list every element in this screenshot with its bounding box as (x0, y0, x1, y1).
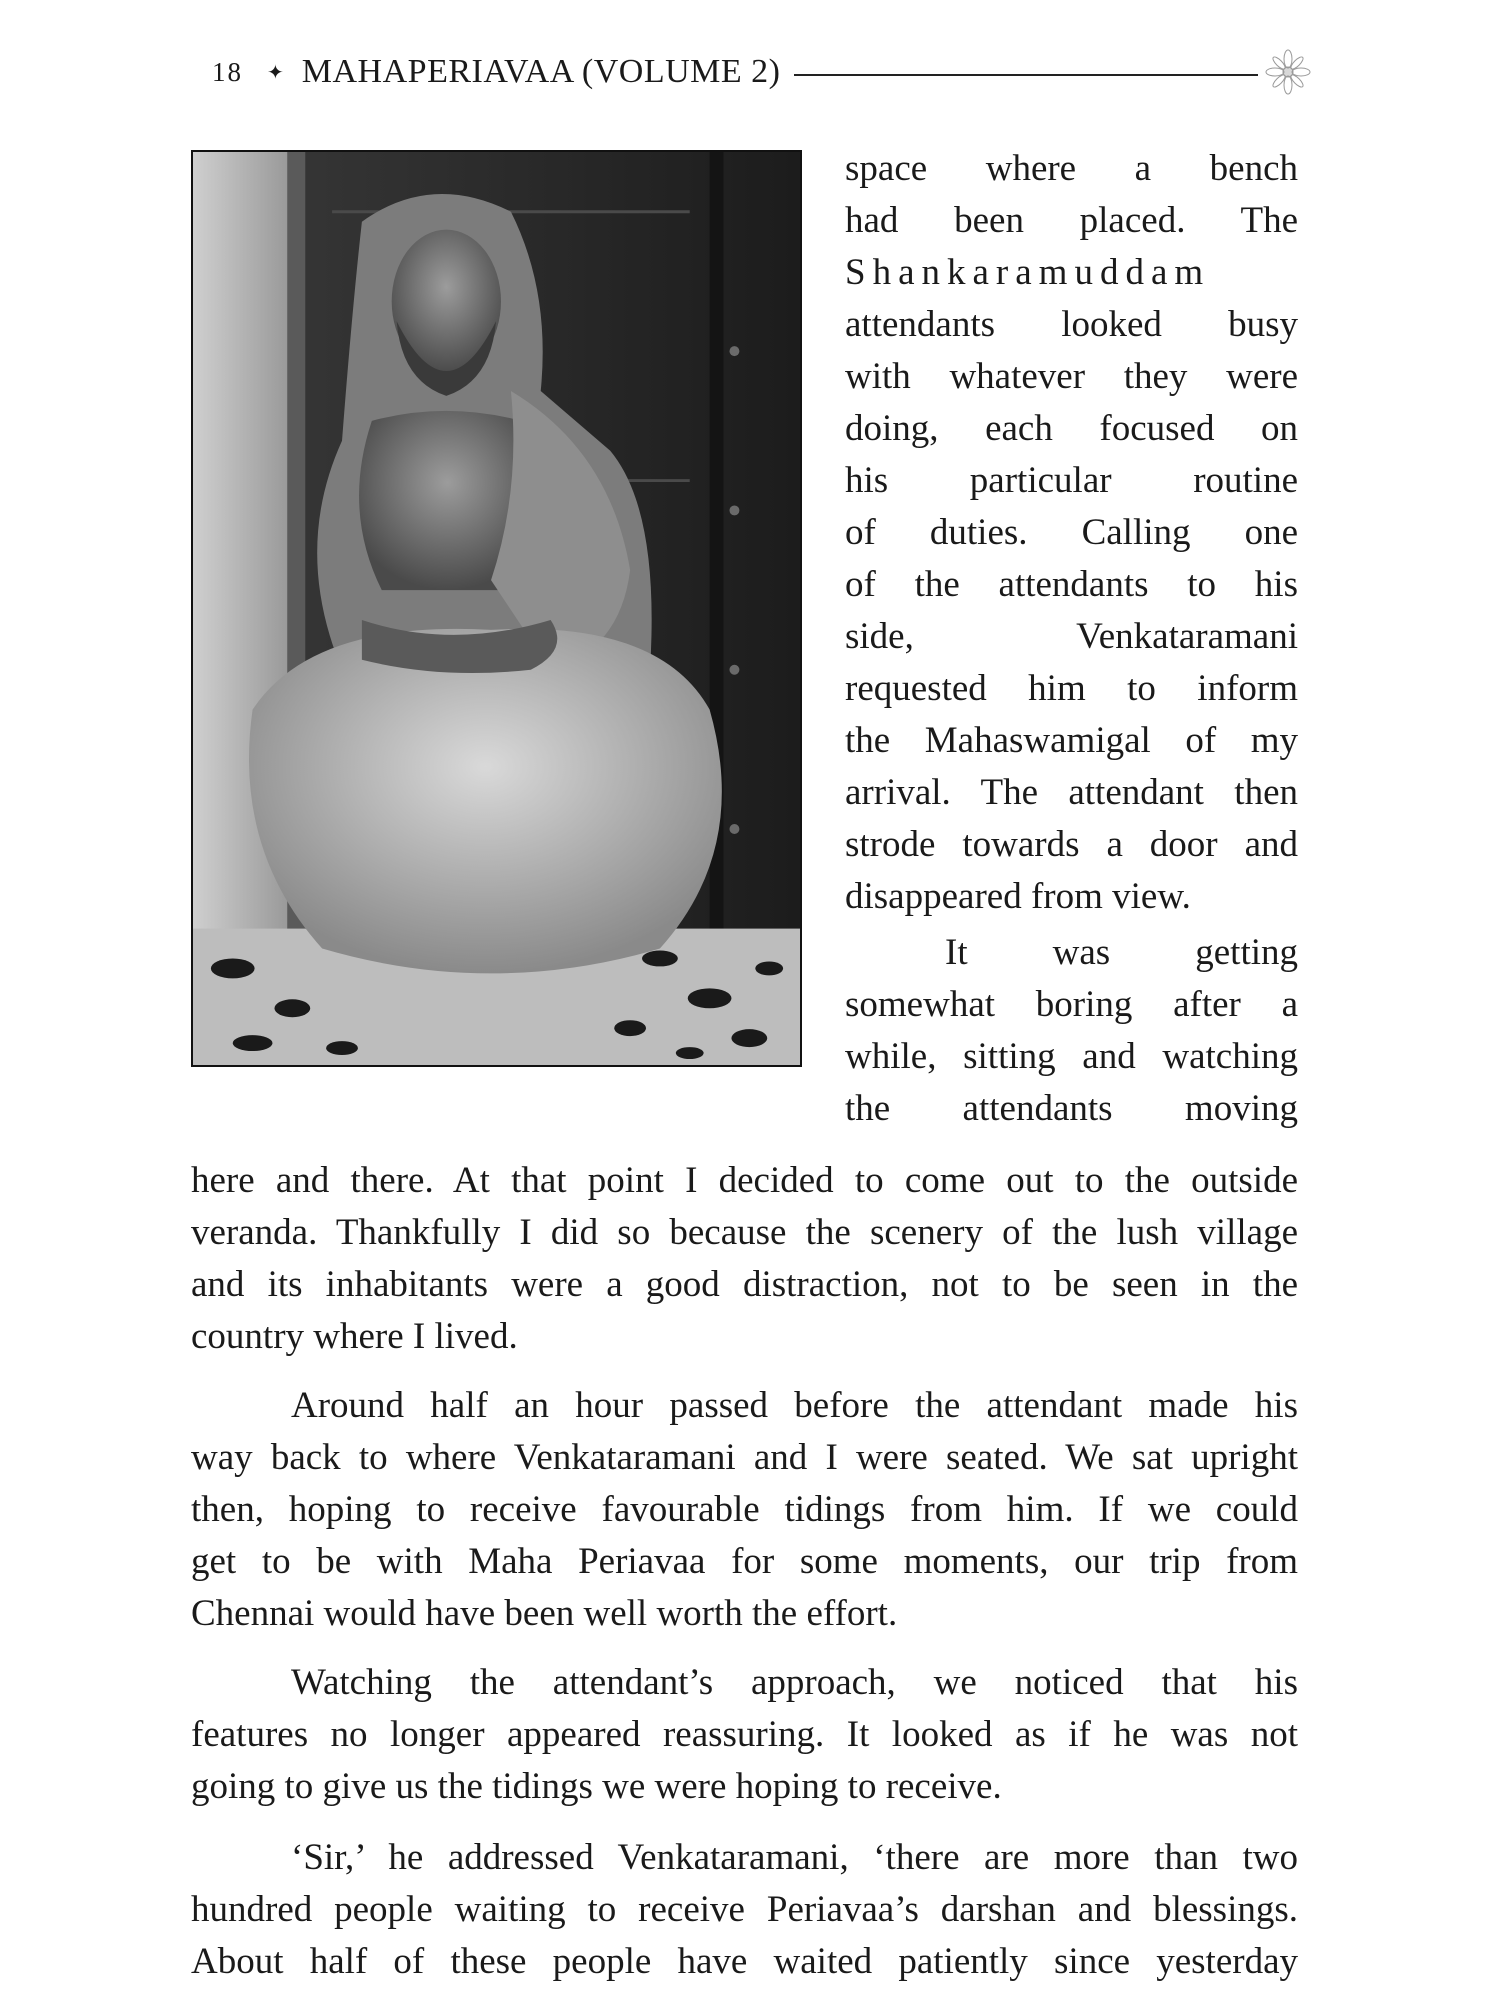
text-line: It was getting (945, 932, 1298, 973)
text-line: strode towards a door and (845, 824, 1298, 865)
text-line: requested him to inform (845, 668, 1298, 709)
text-line: country where I lived. (191, 1316, 518, 1357)
text-line: Chennai would have been well worth the effort. (191, 1593, 898, 1634)
text-line: hundred people waiting to receive Periavaa’s darshan and blessings. (191, 1889, 1298, 1930)
text-line: arrival. The attendant then (845, 772, 1298, 813)
text-line: About half of these people have waited patiently since yesterday (191, 1941, 1298, 1982)
text-line: of duties. Calling one (845, 512, 1298, 553)
paragraph (845, 927, 1298, 1135)
text-line: doing, each focused on (845, 408, 1298, 449)
paragraph (191, 1657, 1298, 1813)
text-line: attendants looked busy (845, 304, 1298, 345)
text-line: somewhat boring after a (845, 984, 1298, 1025)
paragraph-continuation (191, 1155, 1298, 1363)
seated-monk-photograph (191, 150, 802, 1067)
running-head (212, 52, 1312, 92)
text-line: veranda. Thankfully I did so because the scenery of the lush village (191, 1212, 1298, 1253)
text-line: and its inhabitants were a good distraction, not to be seen in the (191, 1264, 1298, 1305)
text-line: Around half an hour passed before the attendant made his (291, 1385, 1298, 1426)
page-number: 18 (212, 56, 243, 87)
text-line: the Mahaswamigal of my (845, 720, 1298, 761)
text-line: space where a bench (845, 148, 1298, 189)
paragraph (191, 1380, 1298, 1640)
text-line: had been placed. The (845, 200, 1298, 241)
text-line: while, sitting and watching (845, 1036, 1298, 1077)
diamond-ornament-icon: ✦ (267, 61, 284, 84)
text-line: features no longer appeared reassuring. It looked as if he was not (191, 1714, 1298, 1755)
paragraph (191, 1832, 1298, 1988)
text-line: with whatever they were (845, 356, 1298, 397)
photo-illustration (193, 152, 800, 1065)
text-line: get to be with Maha Periavaa for some moments, our trip from (191, 1541, 1298, 1582)
text-line: going to give us the tidings we were hoping to receive. (191, 1766, 1002, 1807)
flower-ornament-icon (1264, 48, 1312, 96)
book-title: MAHAPERIAVAA (VOLUME 2) (301, 53, 781, 90)
text-line: his particular routine (845, 460, 1298, 501)
text-line: side, Venkataramani (845, 616, 1298, 657)
text-line: then, hoping to receive favourable tidings from him. If we could (191, 1489, 1298, 1530)
text-line: of the attendants to his (845, 564, 1298, 605)
header-rule (794, 74, 1258, 76)
text-line: the attendants moving (845, 1088, 1298, 1129)
text-line: way back to where Venkataramani and I were seated. We sat upright (191, 1437, 1298, 1478)
wrapped-column-text (845, 143, 1298, 1135)
text-line: Watching the attendant’s approach, we noticed that his (291, 1662, 1298, 1703)
text-line: disappeared from view. (845, 876, 1191, 917)
text-line: Shankaramuddam (845, 252, 1211, 293)
text-line: here and there. At that point I decided to come out to the outside (191, 1160, 1298, 1201)
text-line: ‘Sir,’ he addressed Venkataramani, ‘there are more than two (291, 1837, 1298, 1878)
